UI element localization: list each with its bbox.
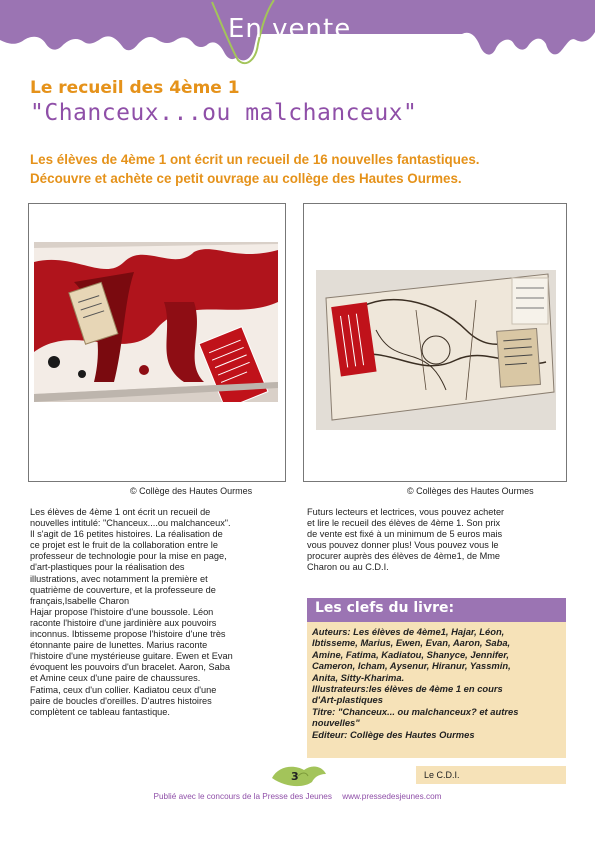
- key-line: Cameron, Icham, Aysenur, Hiranur, Yassmin,: [312, 660, 511, 672]
- text-line: quatrième de couverture, et la professeure de: [30, 584, 216, 595]
- key-line: nouvelles": [312, 717, 360, 729]
- key-line: Auteurs: Les élèves de 4ème1, Hajar, Léon,: [312, 626, 505, 637]
- text-line: d'art-plastiques pour la réalisation des: [30, 562, 185, 573]
- text-line: Charon ou au C.D.I.: [307, 562, 389, 573]
- author-signature: Le C.D.I.: [424, 770, 460, 780]
- key-line: Illustrateurs:les élèves de 4ème 1 en cours: [312, 683, 503, 695]
- footer: [0, 792, 595, 801]
- photo-caption-left: © Collège des Hautes Ourmes: [130, 486, 253, 496]
- intro-line: Les élèves de 4ème 1 ont écrit un recueil de 16 nouvelles fantastiques.: [30, 152, 480, 167]
- text-line: nouvelles intitulé: "Chanceux....ou malchanceux".: [30, 518, 231, 529]
- text-line: illustrations, avec notamment la première et: [30, 573, 208, 584]
- text-line: complètent ce tableau fantastique.: [30, 706, 170, 717]
- text-line: Il s'agit de 16 petites histoires. La réalisation de: [30, 529, 223, 540]
- key-line: Editeur: Collège des Hautes Ourmes: [312, 728, 475, 740]
- text-line: Futurs lecteurs et lectrices, vous pouvez acheter: [307, 507, 505, 517]
- page-number: 3: [291, 770, 299, 783]
- key-line: Ibtisseme, Marius, Ewen, Evan, Aaron, Saba,: [312, 637, 511, 649]
- key-line: Amine, Fatima, Kadiatou, Shanyce, Jennifer,: [312, 648, 509, 660]
- section-banner-title: En vente: [228, 14, 352, 44]
- book-cover-photo-right: [316, 270, 556, 430]
- book-cover-photo-left: [34, 242, 278, 402]
- text-line: l'histoire d'une mystérieuse guitare. Ewen et Evan: [30, 651, 233, 662]
- book-keys-title: Les clefs du livre:: [315, 600, 455, 616]
- text-line: français,Isabelle Charon: [30, 595, 130, 606]
- footer-credit: Publié avec le concours de la Presse des Jeunes: [153, 792, 332, 801]
- text-line: de vente est fixé à un minimum de 5 euros mais: [307, 529, 503, 540]
- text-line: paire de boucles d'oreilles. D'autres histoires: [30, 695, 212, 706]
- text-line: Hajar propose l'histoire d'une boussole. Léon: [30, 606, 214, 617]
- text-line: évoquent les pouvoirs d'un bracelet. Aaron, Saba: [30, 662, 230, 673]
- article-body-left: [30, 507, 298, 718]
- footer-link[interactable]: www.pressedesjeunes.com: [342, 792, 442, 801]
- text-line: professeur de technologie pour la mise en page,: [30, 551, 227, 562]
- article-body-right: [307, 507, 569, 574]
- key-line: Anita, Sitty-Kharima.: [312, 671, 405, 683]
- text-line: inconnus. Ibtisseme propose l'histoire d'une très: [30, 629, 226, 640]
- book-keys-content: [312, 626, 564, 740]
- photo-caption-right: © Collèges des Hautes Ourmes: [407, 486, 534, 496]
- text-line: Fatima, ceux d'un collier. Kadiatou ceux d'une: [30, 684, 217, 695]
- intro-line: Découvre et achète ce petit ouvrage au collège des Hautes Ourmes.: [30, 171, 462, 186]
- text-line: procurer auprès des élèves de 4ème1, de Mme: [307, 551, 501, 562]
- section-title: Le recueil des 4ème 1: [30, 78, 240, 98]
- text-line: raconte l'histoire d'une jardinière aux pouvoirs: [30, 617, 217, 628]
- text-line: étonnante paire de lunettes. Marius raconte: [30, 640, 208, 651]
- key-line: Titre: "Chanceux... ou malchanceux? et autres: [312, 705, 519, 717]
- text-line: et Amine ceux d'une paire de chaussures.: [30, 673, 201, 684]
- text-line: ce projet est le fruit de la collaboration entre le: [30, 540, 218, 551]
- key-line: d'Art-plastiques: [312, 694, 383, 706]
- text-line: et lire le recueil des élèves de 4ème 1. Son prix: [307, 518, 501, 529]
- page-title: "Chanceux...ou malchanceux": [30, 100, 418, 126]
- text-line: vous pouvez donner plus! Vous pouvez vous le: [307, 540, 499, 551]
- text-line: Les élèves de 4ème 1 ont écrit un recueil de: [30, 507, 211, 517]
- intro-text: [30, 150, 570, 188]
